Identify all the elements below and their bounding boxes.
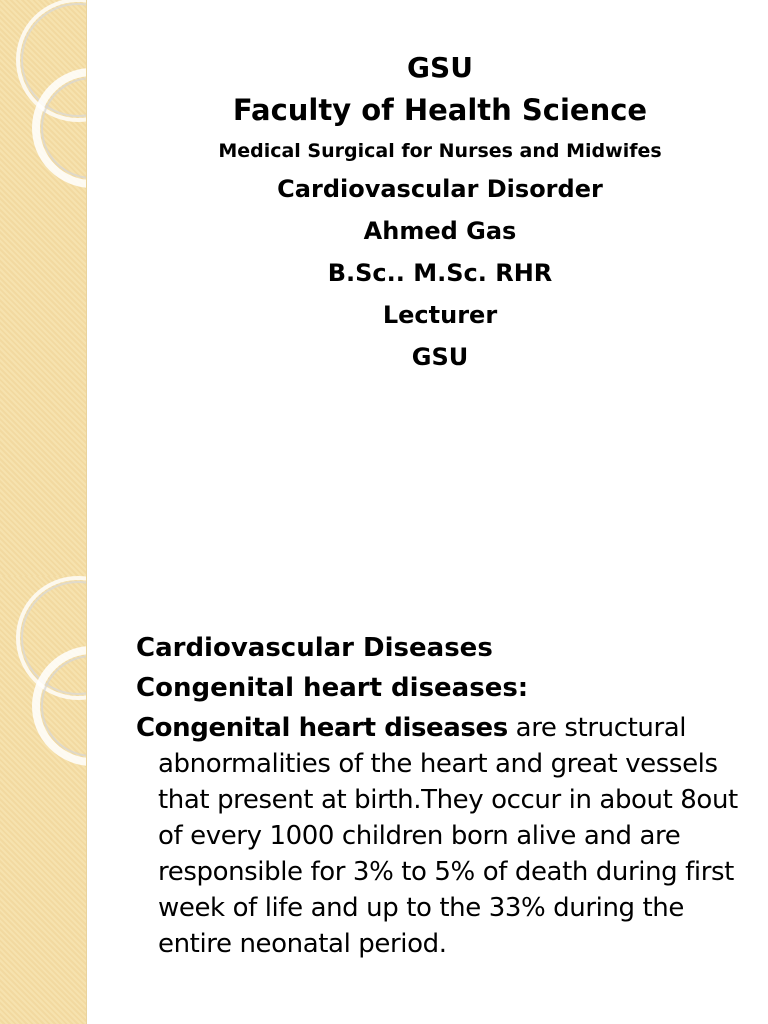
section-heading: Cardiovascular Diseases — [136, 633, 493, 663]
institution-title: GSU — [407, 51, 473, 84]
decorative-side-band — [0, 576, 87, 1024]
definition-term: Congenital heart diseases — [136, 713, 508, 743]
definition-text: are structural abnormalities of the heart and great vessels that present at birth.They occur in about 8out of every 1000 children born alive and are responsible for 3% to 5% of death during first week of life and up to the 33% during the entire neonatal period. — [158, 713, 738, 959]
author-degrees: B.Sc.. M.Sc. RHR — [327, 259, 553, 287]
faculty-title: Faculty of Health Science — [232, 93, 648, 127]
decorative-rings — [0, 0, 86, 576]
content-slide — [0, 576, 768, 1024]
course-title: Medical Surgical for Nurses and Midwifes — [218, 140, 662, 162]
title-block — [100, 50, 768, 378]
decorative-side-band — [0, 0, 87, 576]
topic-title: Cardiovascular Disorder — [277, 175, 603, 203]
subsection-heading: Congenital heart diseases: — [136, 673, 529, 703]
decorative-rings — [0, 576, 86, 1024]
slide-content — [136, 628, 748, 962]
author-name: Ahmed Gas — [363, 217, 517, 245]
definition-paragraph — [136, 710, 748, 962]
author-role: Lecturer — [382, 301, 498, 329]
author-affiliation: GSU — [411, 343, 469, 371]
